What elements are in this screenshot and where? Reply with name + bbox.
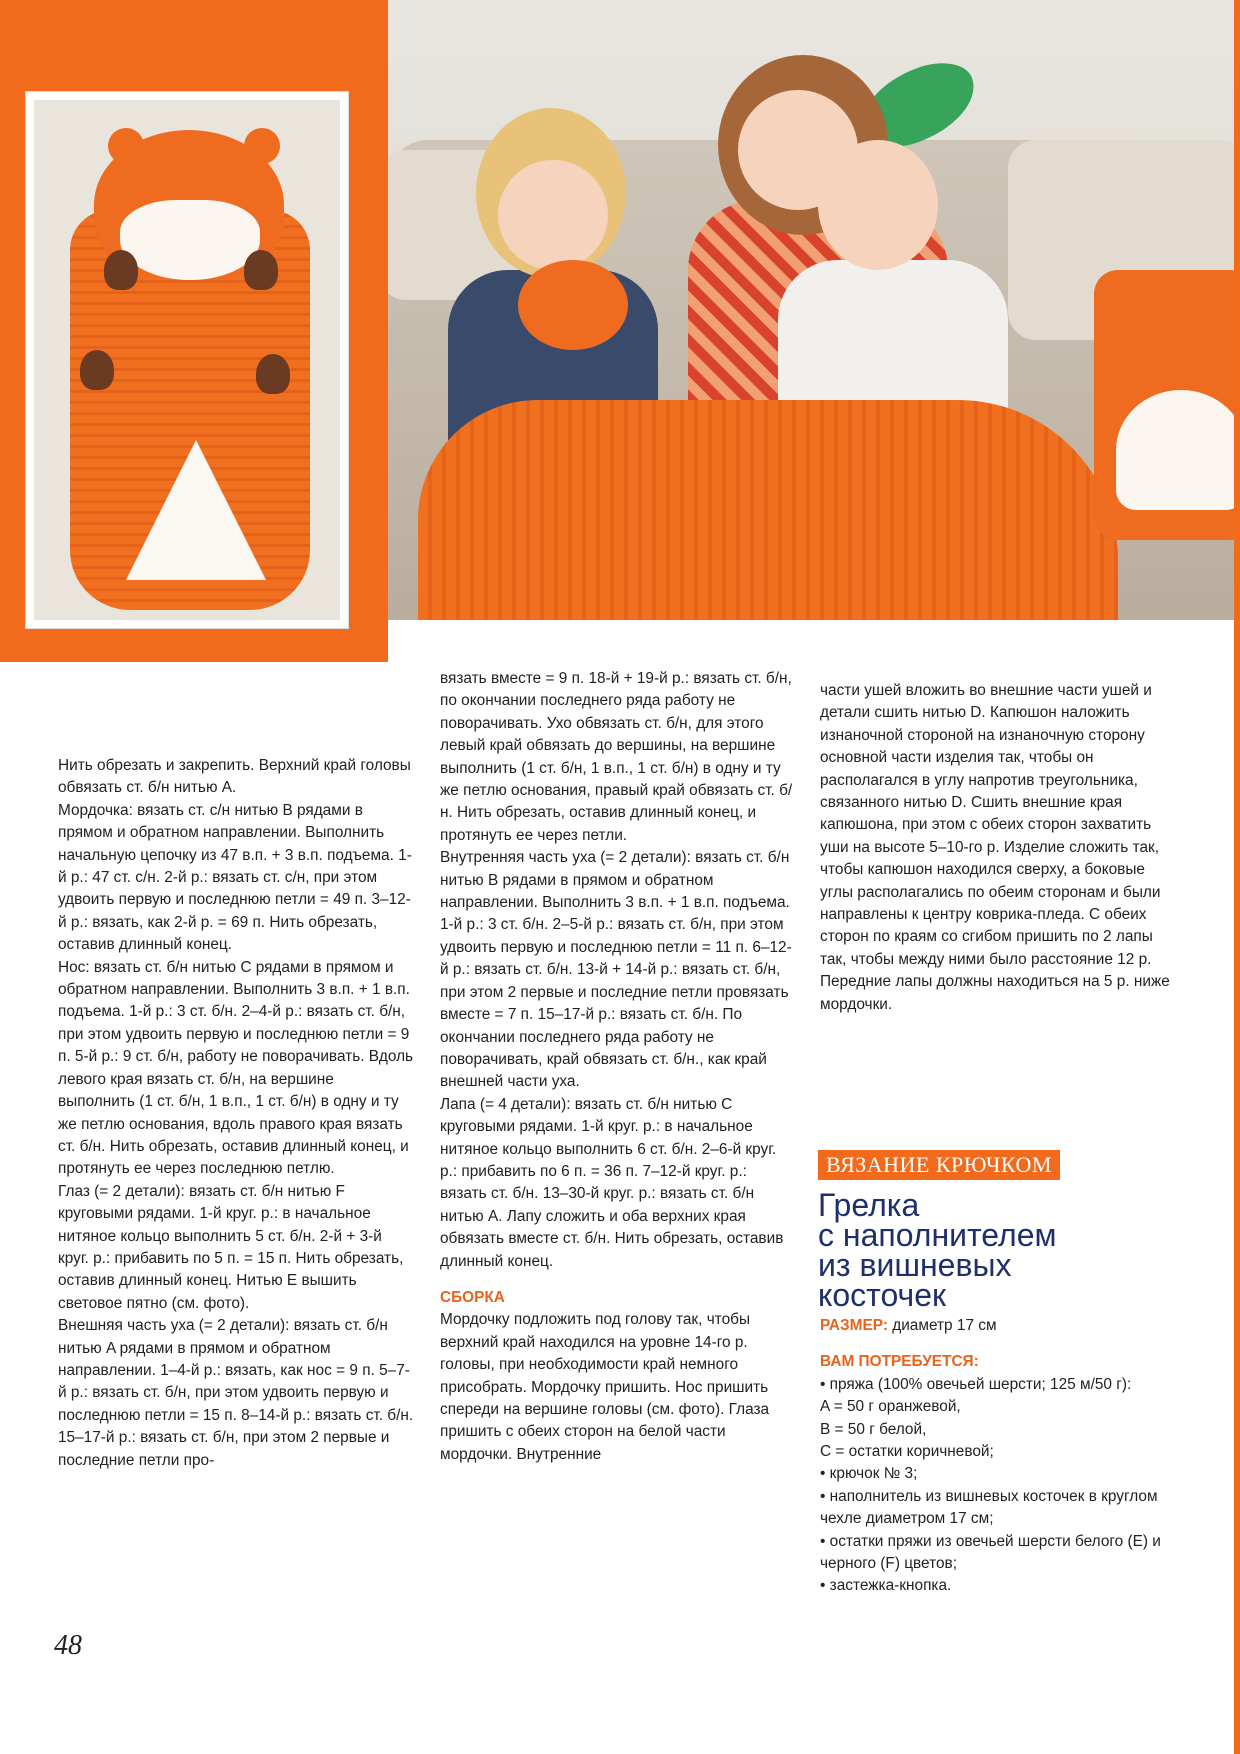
paragraph: Внешняя часть уха (= 2 детали): вязать ст. б/н нитью A рядами в прямом и обратном направлении. 1–4-й р.: вязать, как нос = 9 п. 5–7-й р.: вязать ст. б/н, при этом удвоить первую и последнюю петли = 15 п. 8–14-й р.: вязать ст. б/н. 15–17-й р.: вязать ст. б/н, при этом 2 первые и последние петли про- xyxy=(58,1317,414,1469)
materials-item: • крючок № 3; xyxy=(820,1465,918,1483)
category-tag: ВЯЗАНИЕ КРЮЧКОМ xyxy=(818,1150,1060,1180)
photo-children-on-sofa xyxy=(388,0,1234,620)
fox-blanket xyxy=(418,400,1118,620)
title-line: из вишневых xyxy=(818,1247,1012,1283)
fox-paw xyxy=(256,354,290,394)
title-line: с наполнителем xyxy=(818,1217,1057,1253)
fox-toy xyxy=(518,260,628,350)
fox-paw xyxy=(80,350,114,390)
photo-fox-blanket-flat xyxy=(26,92,348,628)
fox-face xyxy=(120,200,260,280)
side-strip xyxy=(1234,0,1240,1754)
title-line: Грелка xyxy=(818,1187,920,1223)
paragraph: Нить обрезать и закрепить. Верхний край головы обвязать ст. б/н нитью A. xyxy=(58,757,411,797)
size-value: диаметр 17 см xyxy=(887,1317,997,1334)
paragraph: Нос: вязать ст. б/н нитью C рядами в прямом и обратном направлении. Выполнить 3 в.п. + 1 в.п. подъема. 1-й р.: 3 ст. б/н. 2–4-й р.: вязать ст. б/н, при этом удвоить первую и последнюю петли = 9 п. 5-й р.: 9 ст. б/н, работу не поворачивать. Вдоль левого края вязать ст. б/н, на вершине выполнить (1 ст. б/н, 1 в.п., 1 ст. б/н) в одну и ту же петлю основания, вдоль правого края вязать ст. б/н. Нить обрезать, оставив длинный конец, и протянуть ее через последнюю петлю. xyxy=(58,958,414,1178)
fox-pillow-face xyxy=(1116,390,1234,510)
materials-item: B = 50 г белой, xyxy=(820,1420,927,1438)
materials-heading: ВАМ ПОТРЕБУЕТСЯ: xyxy=(820,1353,979,1371)
fox-paw xyxy=(104,250,138,290)
size-line xyxy=(820,1315,1180,1337)
inset-background xyxy=(34,100,340,620)
size-label: РАЗМЕР: xyxy=(820,1317,888,1334)
paragraph: части ушей вложить во внешние части ушей и детали сшить нитью D. Капюшон наложить изнаночной стороной на изнаночную сторону основной части изделия так, чтобы он располагался в углу напротив треугольника, связанного нитью D. Сшить внешние края капюшона, при этом с обеих сторон захватить уши на высоте 5–10-го р. Изделие сложить так, чтобы капюшон находился сверху, а боковые углы располагались по обеим сторонам и были направлены к центру коврика-пледа. С обеих сторон по краям со сгибом пришить по 2 лапы так, чтобы между ними было расстояние 12 р. Передние лапы должны находиться на 5 р. ниже мордочки. xyxy=(820,682,1170,1013)
materials-item: • застежка-кнопка. xyxy=(820,1577,952,1595)
fox-paw xyxy=(244,250,278,290)
text-column-1 xyxy=(58,755,414,1472)
materials-block xyxy=(820,1315,1180,1598)
paragraph: Внутренняя часть уха (= 2 детали): вязать ст. б/н нитью B рядами в прямом и обратном направлении. Выполнить 3 в.п. + 1 в.п. подъема. 1-й р.: 3 ст. б/н. 2–5-й р.: вязать ст. б/н, при этом удвоить первую и последнюю петли = 11 п. 6–12-й р.: вязать ст. б/н. 13-й + 14-й р.: вязать ст. б/н, при этом 2 первые и последние петли провязать вместе = 7 п. 15–17-й р.: вязать ст. б/н. По окончании последнего ряда работу не поворачивать, край обвязать ст. б/н., как край внешней части уха. xyxy=(440,849,792,1091)
materials-item: • пряжа (100% овечьей шерсти; 125 м/50 г): xyxy=(820,1375,1132,1393)
materials-item: • остатки пряжи из овечьей шерсти белого (E) и черного (F) цветов; xyxy=(820,1532,1161,1573)
page-number: 48 xyxy=(54,1630,82,1661)
article-title xyxy=(818,1187,1148,1313)
section-heading-assembly: СБОРКА xyxy=(440,1288,505,1306)
paragraph: Мордочка: вязать ст. с/н нитью B рядами в прямом и обратном направлении. Выполнить начальную цепочку из 47 в.п. + 3 в.п. подъема. 1-й р.: 47 ст. с/н. 2-й р.: вязать ст. с/н, при этом удвоить первую и последнюю петли = 49 п. 3–12-й р.: вязать, как 2-й р. = 69 п. Нить обрезать, оставив длинный конец. xyxy=(58,801,412,954)
baby-face xyxy=(818,140,938,270)
text-column-2 xyxy=(440,668,794,1466)
paragraph: Мордочку подложить под голову так, чтобы верхний край находился на уровне 14-го р. головы, при необходимости край немного присобрать. Мордочку пришить. Нос пришить спереди на вершине головы (см. фото). Глаза пришить с обеих сторон на белой части мордочки. Внутренние xyxy=(440,1311,770,1463)
girl-small-face xyxy=(498,160,608,270)
fox-tail-white xyxy=(126,440,266,580)
text-column-3 xyxy=(820,680,1174,1016)
paragraph: вязать вместе = 9 п. 18-й + 19-й р.: вязать ст. б/н, по окончании последнего ряда работу не поворачивать. Ухо обвязать ст. б/н, для этого левый край обвязать до вершины, на вершине выполнить (1 ст. б/н, 1 в.п., 1 ст. б/н) в одну и ту же петлю основания, правый край обвязать ст. б/н. Нить обрезать, оставив длинный конец, и протянуть ее через петли. xyxy=(440,670,793,844)
materials-item: • наполнитель из вишневых косточек в круглом чехле диаметром 17 см; xyxy=(820,1487,1158,1528)
paragraph: Глаз (= 2 детали): вязать ст. б/н нитью F круговыми рядами. 1-й круг. р.: в начальное нитяное кольцо выполнить 5 ст. б/н. 2-й + 3-й круг. р.: прибавить по 5 п. = 15 п. Нить обрезать, оставив длинный конец. Нитью E вышить световое пятно (см. фото). xyxy=(58,1182,404,1312)
materials-item: A = 50 г оранжевой, xyxy=(820,1398,961,1416)
paragraph: Лапа (= 4 детали): вязать ст. б/н нитью C круговыми рядами. 1-й круг. р.: в начальное нитяное кольцо выполнить 6 ст. б/н. 2–6-й круг. р.: прибавить по 6 п. = 36 п. 7–12-й круг. р.: вязать ст. б/н. 13–30-й круг. р.: вязать ст. б/н нитью A. Лапу сложить и оба верхних края обвязать вместе ст. б/н. Нить обрезать, оставив длинный конец. xyxy=(440,1095,784,1270)
title-line: косточек xyxy=(818,1277,947,1313)
fox-pillow xyxy=(1094,270,1234,540)
materials-item: C = остатки коричневой; xyxy=(820,1443,994,1461)
